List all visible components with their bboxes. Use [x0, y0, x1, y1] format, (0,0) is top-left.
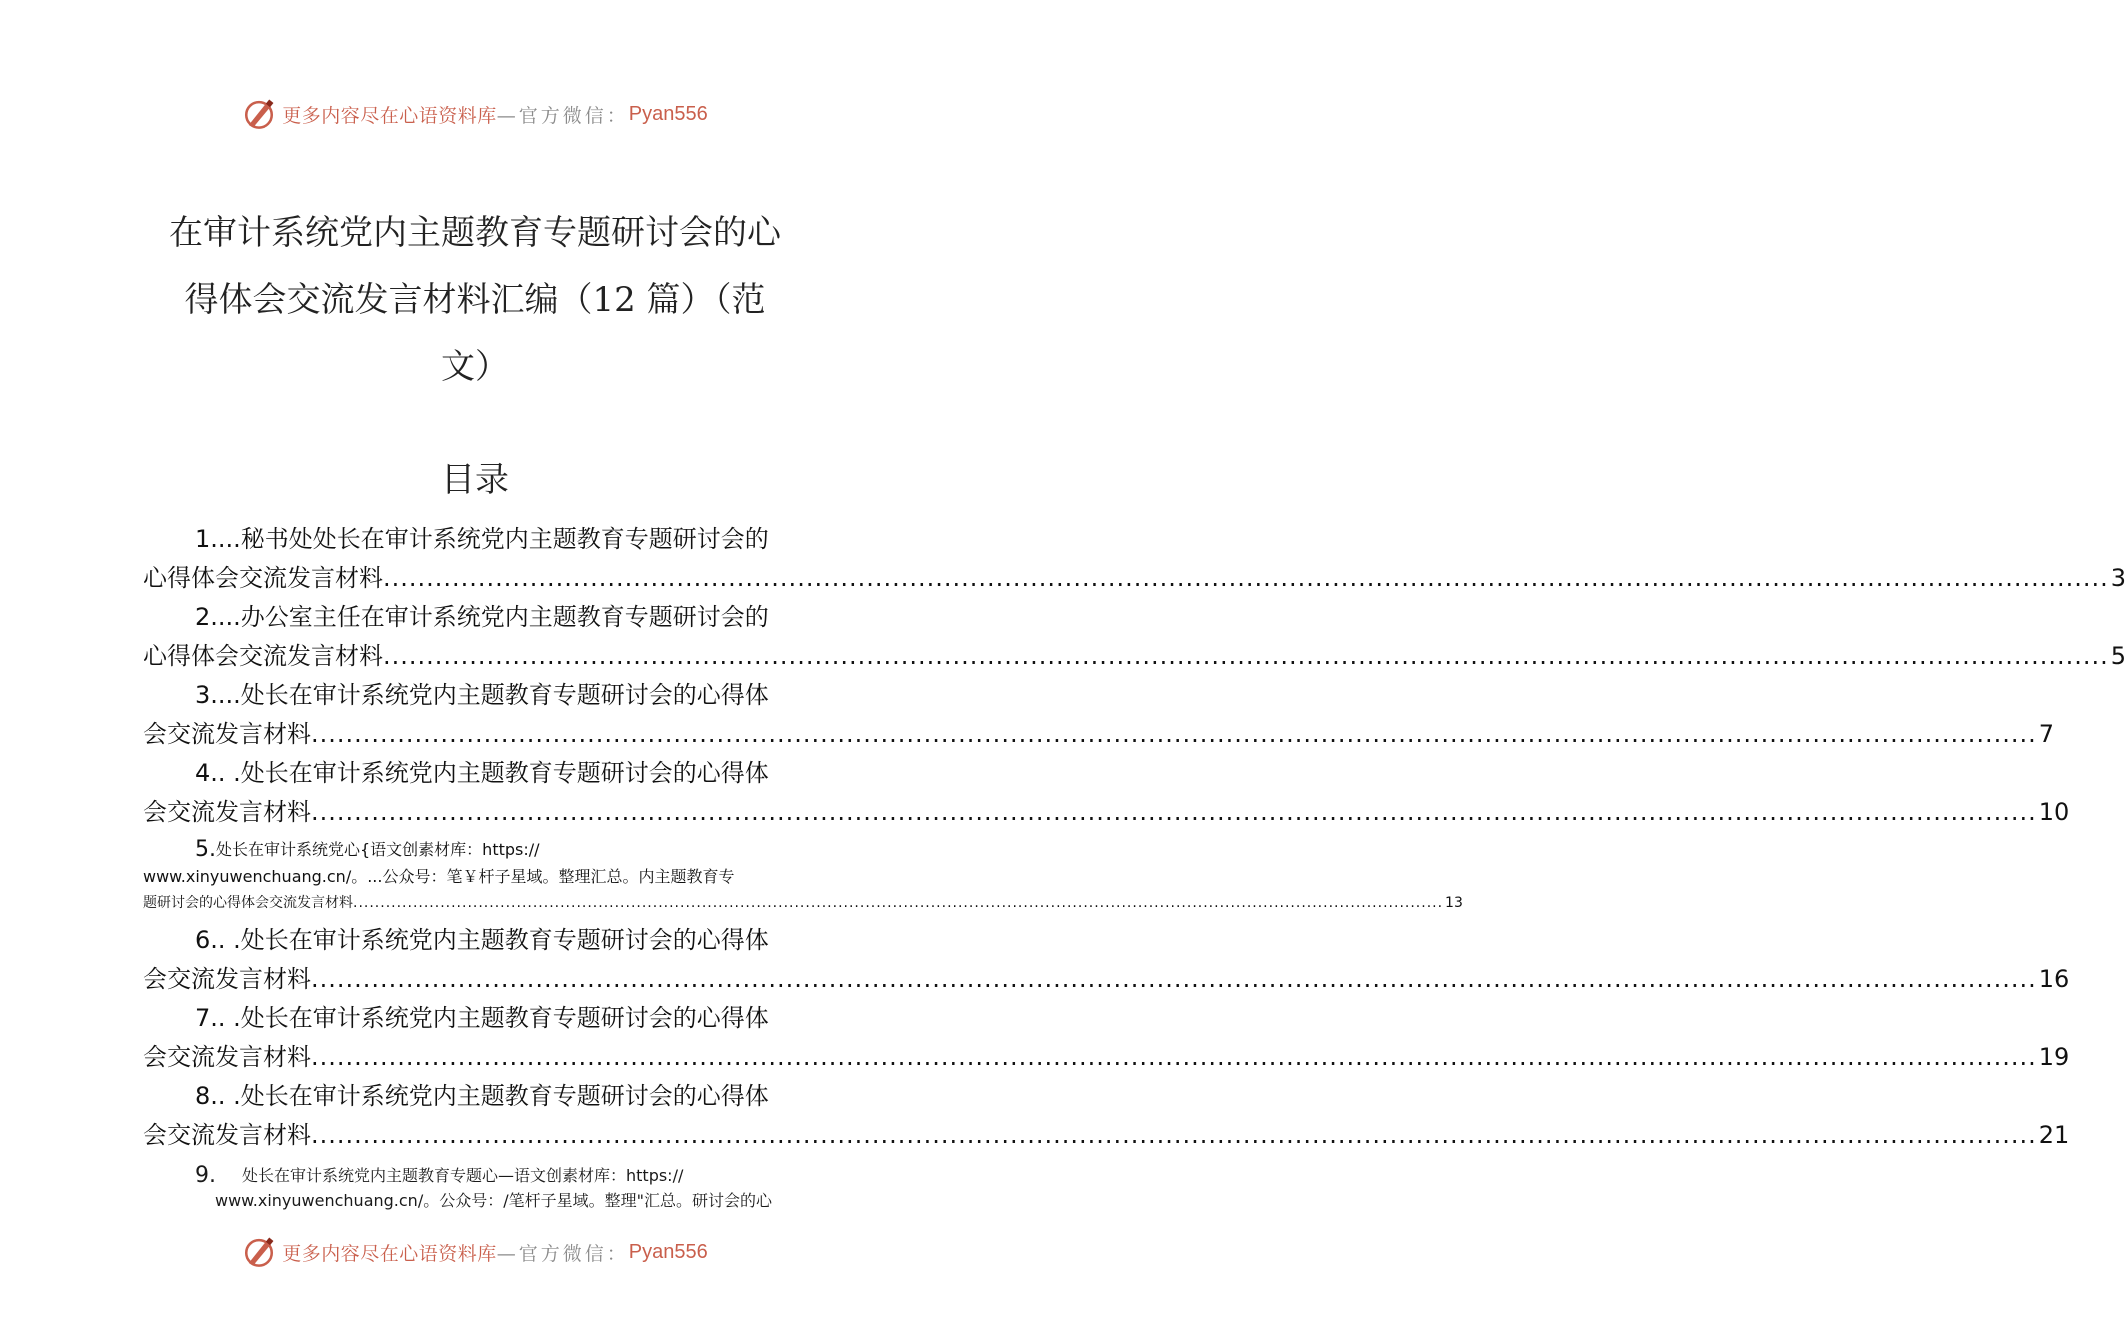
dot-leader: ........................................................................................................................................................................................................	[383, 642, 2109, 670]
toc-entry-title-cont: 会交流发言材料	[143, 720, 311, 748]
banner-wechat-id: Pyan556	[628, 1240, 708, 1263]
dot-leader: ........................................................................................................................................................................................................	[311, 1043, 2037, 1071]
toc-page-number: 13	[1445, 895, 1463, 911]
banner-brand: 更多内容尽在心语资料库	[282, 104, 497, 127]
footer-banner	[0, 1232, 950, 1272]
toc-entry-number: 5.	[195, 837, 216, 862]
toc-entry[interactable]	[143, 1155, 807, 1213]
dot-leader: ........................................................................................................................................................................................................	[311, 798, 2037, 826]
toc-entry-title-cont: 会交流发言材料	[143, 965, 311, 993]
toc-entry-title: 7.. .处长在审计系统党内主题教育专题研讨会的心得体	[195, 1004, 769, 1032]
toc-page-number: 10	[2038, 798, 2070, 826]
toc-page-number: 21	[2038, 1121, 2070, 1149]
toc-entry-title-cont: 心得体会交流发言材料	[143, 642, 383, 670]
toc-entry-title: 6.. .处长在审计系统党内主题教育专题研讨会的心得体	[195, 926, 769, 954]
toc-entry-title-cont: 会交流发言材料	[143, 1043, 311, 1071]
dot-leader: ........................................................................................................................................................................................................	[311, 1121, 2037, 1149]
toc-entry-title-cont: 心得体会交流发言材料	[143, 564, 383, 592]
toc-page-number: 16	[2038, 965, 2070, 993]
toc-entry-title-cont: 会交流发言材料	[143, 1121, 311, 1149]
toc-entry-title: 3....处长在审计系统党内主题教育专题研讨会的心得体	[195, 681, 769, 709]
pen-seal-icon	[242, 1235, 276, 1269]
toc-entry[interactable]	[143, 1077, 2070, 1155]
toc-entry-title-cont: www.xinyuwenchuang.cn/。公众号：/笔杆子星域。整理"汇总。研讨会的心	[215, 1191, 772, 1210]
toc-entry[interactable]	[143, 754, 2070, 832]
dot-leader: ........................................................................................................................................................................................................	[353, 895, 1444, 911]
toc-page-number: 3	[2110, 564, 2126, 592]
document-title	[110, 200, 840, 401]
toc-entry[interactable]	[143, 832, 1463, 921]
toc-entry-title-cont: 题研讨会的心得体会交流发言材料	[143, 895, 353, 911]
toc-entry[interactable]	[143, 520, 2126, 598]
toc-page-number: 5	[2110, 642, 2126, 670]
dot-leader: ........................................................................................................................................................................................................	[311, 965, 2037, 993]
dot-leader: ........................................................................................................................................................................................................	[311, 720, 2037, 748]
banner-brand: 更多内容尽在心语资料库	[282, 1242, 497, 1265]
toc-entry-title: 处长在审计系统党内主题教育专题心—语文创素材库：https://	[242, 1166, 684, 1185]
toc-entry[interactable]	[143, 598, 2126, 676]
header-banner	[0, 94, 950, 134]
toc-entry[interactable]	[143, 921, 2070, 999]
toc-entry-title: 4.. .处长在审计系统党内主题教育专题研讨会的心得体	[195, 759, 769, 787]
pen-seal-icon	[242, 97, 276, 131]
toc-entry-title: 1....秘书处处长在审计系统党内主题教育专题研讨会的	[195, 525, 769, 553]
toc-entry[interactable]	[143, 999, 2070, 1077]
banner-tail: —官方微信：	[496, 104, 629, 127]
toc-page-number: 7	[2038, 720, 2055, 748]
toc-entry[interactable]	[143, 676, 2055, 754]
toc-entry-title-cont: www.xinyuwenchuang.cn/。...公众号：笔￥杆子星域。整理汇总。内主题教育专	[143, 867, 735, 886]
banner-tail: —官方微信：	[496, 1242, 629, 1265]
toc-entry-title: 2....办公室主任在审计系统党内主题教育专题研讨会的	[195, 603, 769, 631]
title-line: 文）	[441, 347, 509, 387]
toc-entry-title-cont: 会交流发言材料	[143, 798, 311, 826]
toc-page-number: 19	[2038, 1043, 2070, 1071]
title-line: 在审计系统党内主题教育专题研讨会的心	[169, 213, 781, 253]
title-line: 得体会交流发言材料汇编（12 篇）（范	[184, 280, 766, 320]
banner-wechat-id: Pyan556	[628, 102, 708, 125]
toc-entry-number: 9.	[195, 1163, 216, 1188]
toc-heading: 目录	[441, 460, 509, 500]
toc-entry-title: 8.. .处长在审计系统党内主题教育专题研讨会的心得体	[195, 1082, 769, 1110]
dot-leader: ........................................................................................................................................................................................................	[383, 564, 2109, 592]
toc-entry-title: 处长在审计系统党心{语文创素材库：https://	[216, 840, 540, 859]
table-of-contents	[143, 520, 2126, 1213]
